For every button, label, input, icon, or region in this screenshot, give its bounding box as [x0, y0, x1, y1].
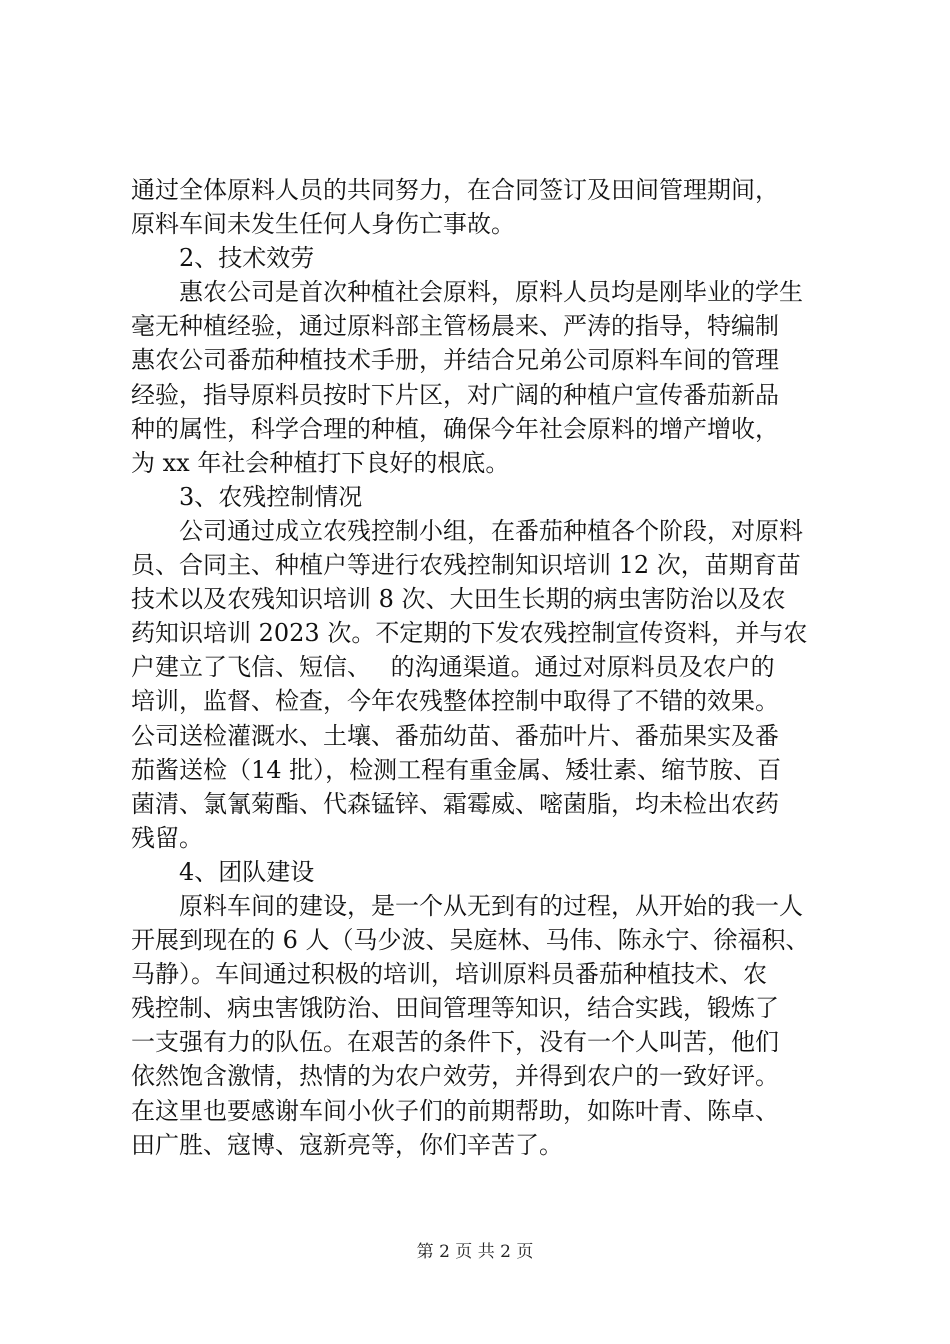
text-line: 在这里也要感谢车间小伙子们的前期帮助，如陈叶青、陈卓、	[131, 1096, 779, 1125]
text-line: 户建立了飞信、短信、 的沟通渠道。通过对原料员及农户的	[131, 653, 775, 682]
text-line: 公司送检灌溉水、土壤、番茄幼苗、番茄叶片、番茄果实及番	[131, 721, 779, 750]
text-line: 通过全体原料人员的共同努力，在合同签订及田间管理期间，	[131, 176, 779, 204]
text-line: 依然饱含激情，热情的为农户效劳，并得到农户的一致好评。	[131, 1062, 779, 1091]
text-line: 药知识培训 2023 次。不定期的下发农残控制宣传资料，并与农	[131, 619, 808, 648]
text-line: 3、农残控制情况	[179, 482, 363, 511]
text-line: 残留。	[131, 823, 203, 852]
text-line: 惠农公司番茄种植技术手册，并结合兄弟公司原料车间的管理	[131, 346, 779, 375]
text-line: 经验，指导原料员按时下片区，对广阔的种植户宣传番茄新品	[131, 380, 779, 409]
text-line: 4、团队建设	[179, 857, 315, 886]
text-line: 一支强有力的队伍。在艰苦的条件下，没有一个人叫苦，他们	[131, 1028, 779, 1057]
text-line: 种的属性，科学合理的种植，确保今年社会原料的增产增收，	[131, 414, 779, 443]
text-line: 员、合同主、种植户等进行农残控制知识培训 12 次，苗期育苗	[131, 551, 801, 580]
text-line: 公司通过成立农残控制小组，在番茄种植各个阶段，对原料	[179, 516, 803, 545]
page-footer: 第 2 页 共 2 页	[416, 1242, 534, 1262]
text-line: 马静）。车间通过积极的培训，培训原料员番茄种植技术、农	[131, 960, 767, 989]
body-text	[131, 173, 831, 1162]
text-line: 2、技术效劳	[179, 244, 315, 273]
text-line: 开展到现在的 6 人（马少波、吴庭林、马伟、陈永宁、徐福积、	[131, 926, 810, 955]
text-line: 毫无种植经验，通过原料部主管杨晨来、严涛的指导，特编制	[131, 312, 779, 341]
text-line: 惠农公司是首次种植社会原料，原料人员均是刚毕业的学生	[179, 278, 803, 307]
text-line: 培训，监督、检查，今年农残整体控制中取得了不错的效果。	[131, 687, 779, 716]
text-line: 技术以及农残知识培训 8 次、大田生长期的病虫害防治以及农	[131, 585, 786, 614]
text-line: 田广胜、寇博、寇新亮等，你们辛苦了。	[131, 1130, 563, 1159]
text-line: 原料车间的建设，是一个从无到有的过程，从开始的我一人	[179, 891, 803, 920]
text-line: 为 xx 年社会种植打下良好的根底。	[131, 448, 510, 477]
text-line: 原料车间未发生任何人身伤亡事故。	[131, 210, 515, 239]
text-line: 残控制、病虫害饿防治、田间管理等知识，结合实践，锻炼了	[131, 994, 779, 1023]
text-line: 茄酱送检（14 批），检测工程有重金属、矮壮素、缩节胺、百	[131, 755, 782, 784]
text-line: 菌清、氯氰菊酯、代森锰锌、霜霉威、嘧菌脂，均未检出农药	[131, 789, 779, 818]
